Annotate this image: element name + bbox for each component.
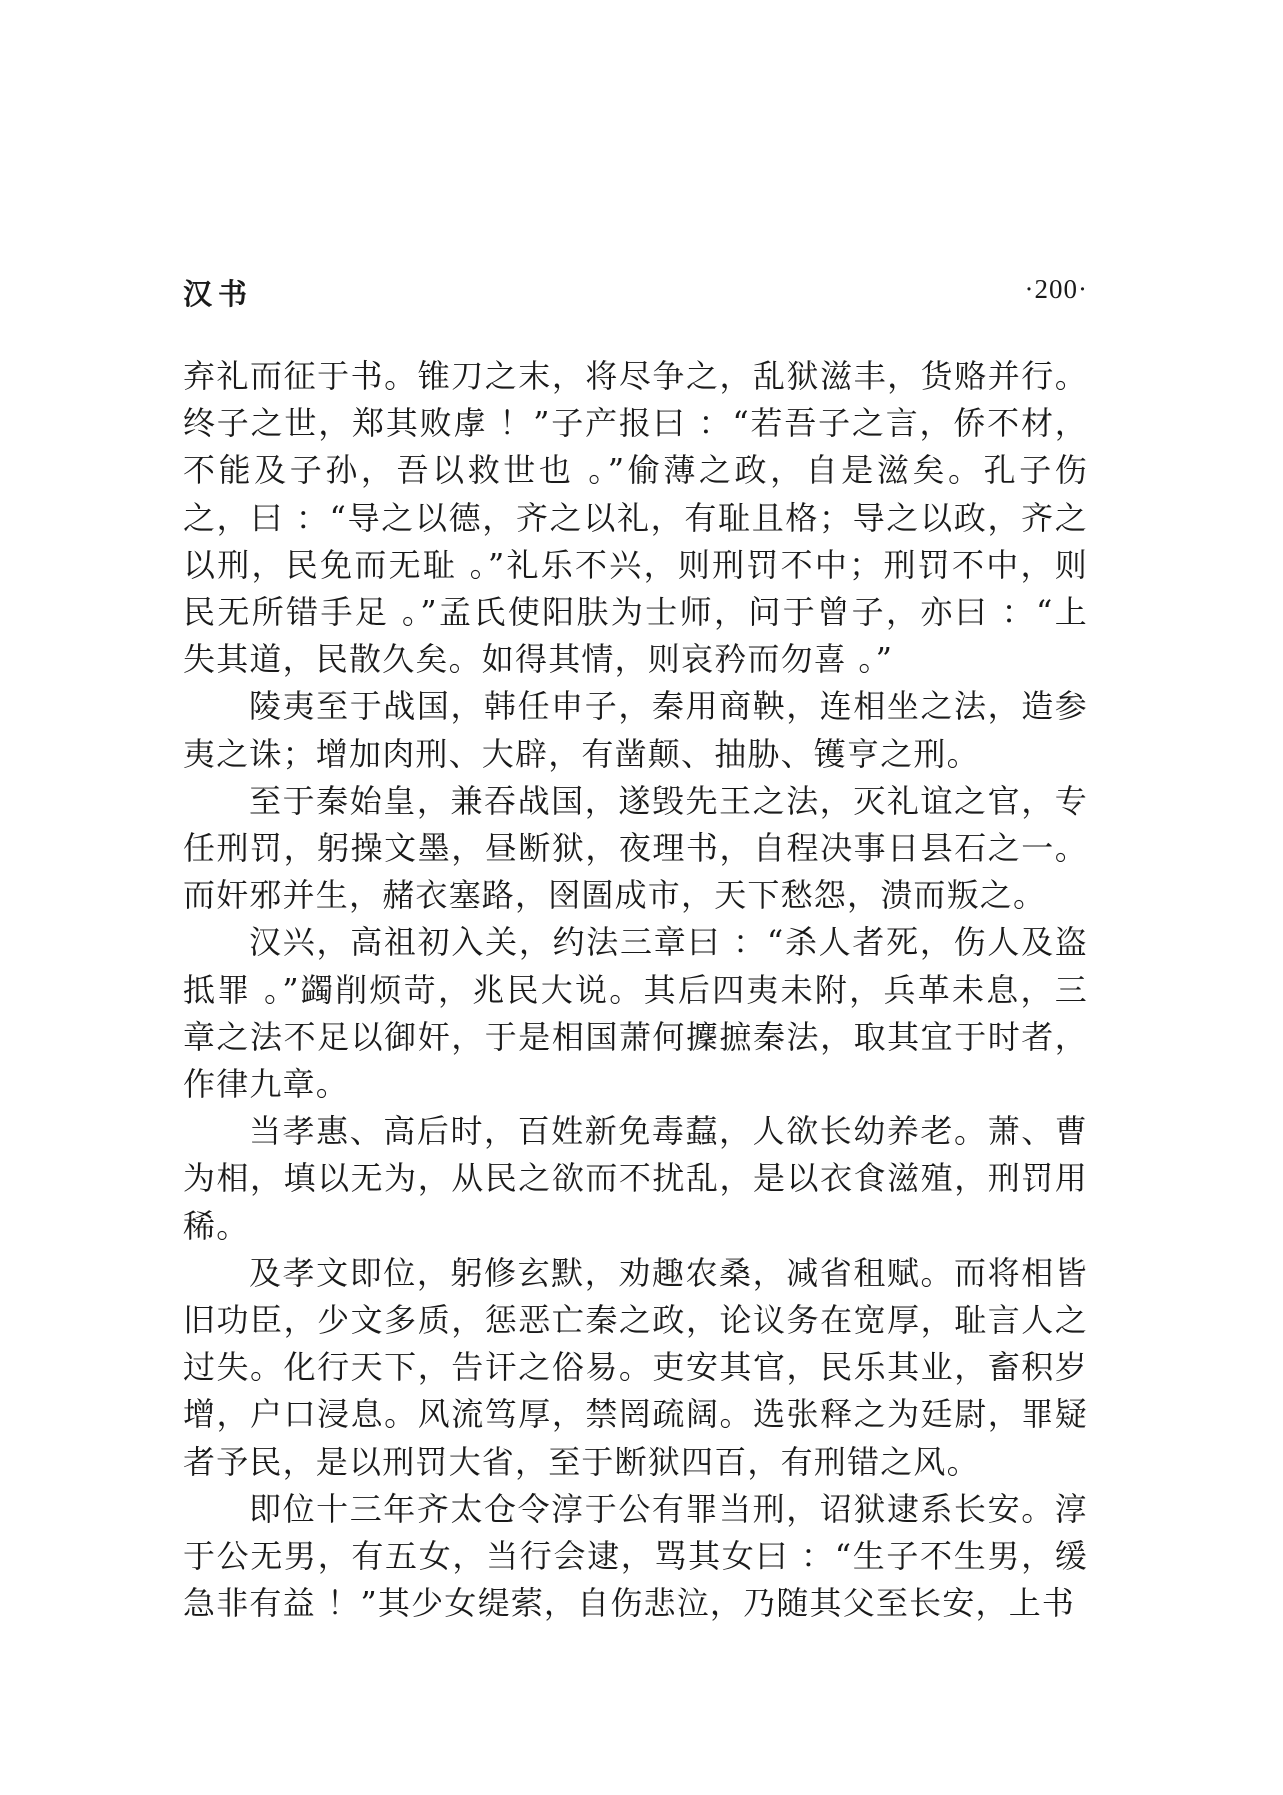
body-text — [183, 353, 1088, 1627]
paragraph: 及孝文即位，躬修玄默，劝趣农桑，减省租赋。而将相皆旧功臣，少文多质，惩恶亡秦之政，论议务在宽厚，耻言人之过失。化行天下，告讦之俗易。吏安其官，民乐其业，畜积岁增，户口浸息。风流笃厚，禁罔疏阔。选张释之为廷尉，罪疑者予民，是以刑罚大省，至于断狱四百，有刑错之风。 — [183, 1253, 1088, 1481]
paragraph-continued: 弃礼而征于书。锥刀之末，将尽争之，乱狱滋丰，货赂并行。终子之世，郑其败虖 ！”子产报曰 ：“若吾子之言，侨不材，不能及子孙，吾以救世也 。”偷薄之政，自是滋矣。孔子伤之，曰 ：“导之以德，齐之以礼，有耻且格；导之以政，齐之以刑，民免而无耻 。”礼乐不兴，则刑罚不中；刑罚不中，则民无所错手足 。”孟氏使阳肤为士师，问于曾子，亦曰 ：“上失其道，民散久矣。如得其情，则哀矜而勿喜 。” — [183, 357, 1088, 679]
book-title: 汉书 — [183, 277, 254, 311]
running-header — [183, 272, 1088, 312]
page-number: ·200· — [1024, 274, 1088, 304]
paragraph: 汉兴，高祖初入关，约法三章曰 ：“杀人者死，伤人及盗抵罪 。”蠲削烦苛，兆民大说。其后四夷未附，兵革未息，三章之法不足以御奸，于是相国萧何攈摭秦法，取其宜于时者，作律九章。 — [183, 923, 1088, 1104]
paragraph: 即位十三年齐太仓令淳于公有罪当刑，诏狱逮系长安。淳于公无男，有五女，当行会逮，骂其女曰 ：“生子不生男，缓急非有益 ！”其少女缇萦，自伤悲泣，乃随其父至长安，上书 — [183, 1489, 1088, 1623]
paragraph: 当孝惠、高后时，百姓新免毒蠚，人欲长幼养老。萧、曹为相，填以无为，从民之欲而不扰乱，是以衣食滋殖，刑罚用稀。 — [183, 1112, 1088, 1245]
paragraph: 至于秦始皇，兼吞战国，遂毁先王之法，灭礼谊之官，专任刑罚，躬操文墨，昼断狱，夜理书，自程决事日县石之一。而奸邪并生，赭衣塞路，囹圄成市，天下愁怨，溃而叛之。 — [183, 781, 1088, 915]
paragraph: 陵夷至于战国，韩任申子，秦用商鞅，连相坐之法，造参夷之诛；增加肉刑、大辟，有凿颠、抽胁、镬亨之刑。 — [183, 687, 1088, 773]
